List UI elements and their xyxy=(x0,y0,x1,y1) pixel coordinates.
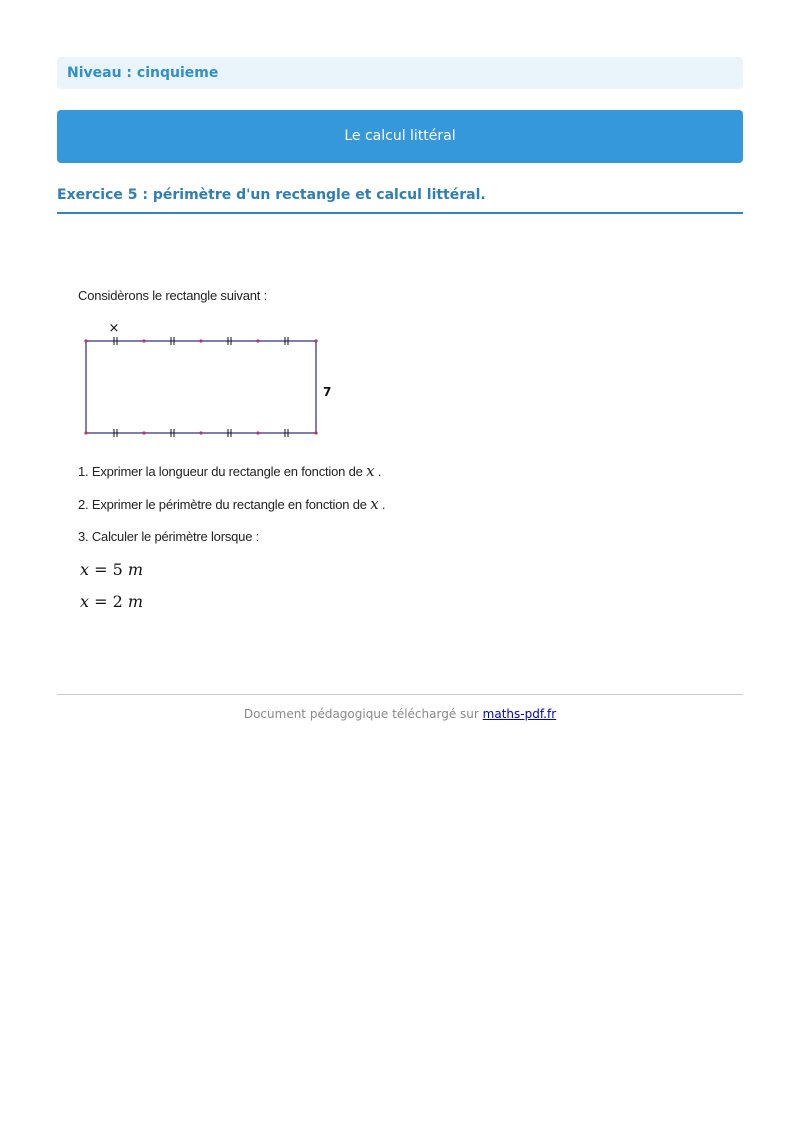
footer-link[interactable]: maths-pdf.fr xyxy=(482,707,557,721)
rectangle-figure xyxy=(70,318,350,443)
case-1-equation: = 5 xyxy=(89,560,128,579)
case-2-variable: x xyxy=(80,592,90,611)
case-1-unit: m xyxy=(127,560,144,579)
question-2-text: 2. Exprimer le périmètre du rectangle en fonction de xyxy=(78,497,367,512)
exercise-intro: Considèrons le rectangle suivant : xyxy=(78,288,268,303)
question-2-variable: x xyxy=(370,495,379,513)
figure-top-label: × xyxy=(108,321,120,336)
question-2 xyxy=(78,495,385,513)
question-1-end: . xyxy=(377,464,382,479)
case-2 xyxy=(80,592,143,611)
question-1-text: 1. Exprimer la longueur du rectangle en fonction de xyxy=(78,464,363,479)
rectangle-shape xyxy=(86,341,316,433)
level-label: Niveau : cinquieme xyxy=(57,57,743,89)
case-2-equation: = 2 xyxy=(89,592,128,611)
case-1 xyxy=(80,560,143,579)
exercise-title: Exercice 5 : périmètre d'un rectangle et calcul littéral. xyxy=(57,184,743,214)
question-2-end: . xyxy=(381,497,386,512)
figure-side-label: 7 xyxy=(323,385,332,399)
footer-text: Document pédagogique téléchargé sur xyxy=(243,707,479,721)
question-1 xyxy=(78,462,381,480)
case-2-unit: m xyxy=(127,592,144,611)
question-3: 3. Calculer le périmètre lorsque : xyxy=(78,529,260,544)
footer-divider xyxy=(57,694,743,695)
chapter-banner: Le calcul littéral xyxy=(57,110,743,163)
footer xyxy=(57,707,743,721)
case-1-variable: x xyxy=(80,560,90,579)
division-points xyxy=(84,339,317,434)
question-1-variable: x xyxy=(366,462,375,480)
